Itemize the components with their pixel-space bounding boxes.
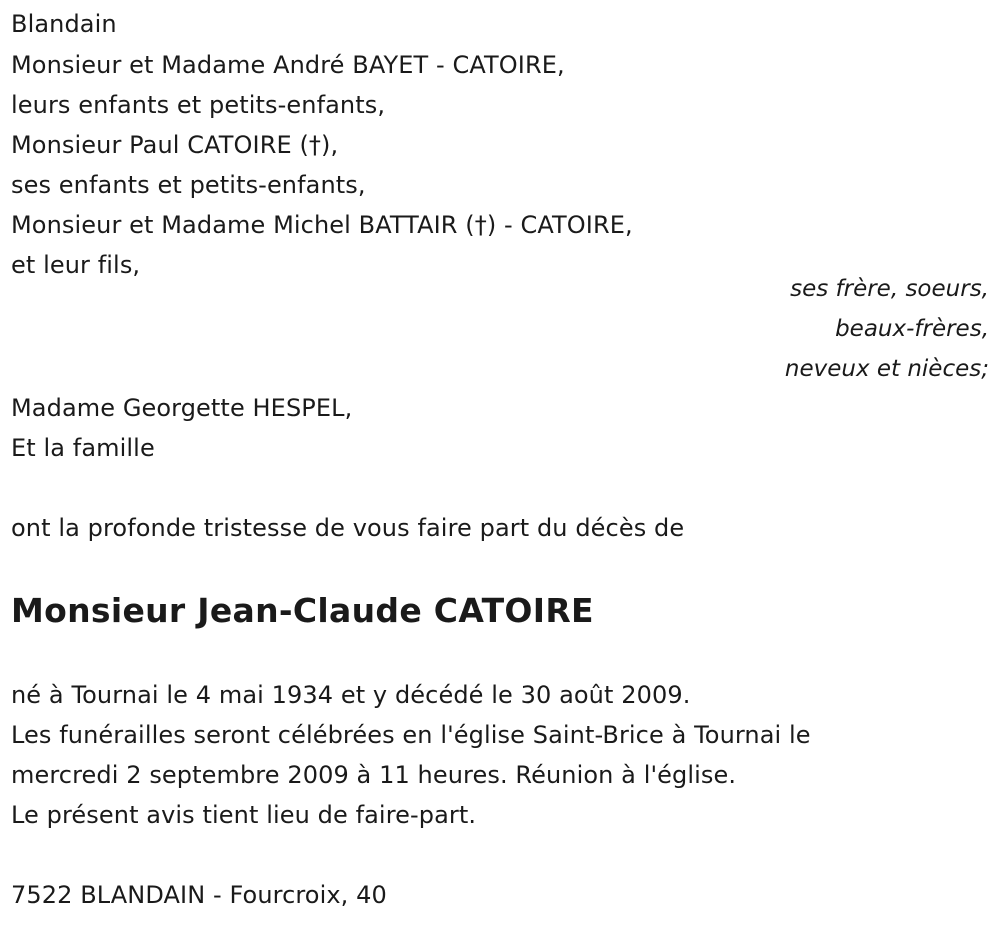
deceased-name: Monsieur Jean-Claude CATOIRE <box>11 591 594 630</box>
address-line: 7522 BLANDAIN - Fourcroix, 40 <box>11 881 387 909</box>
other-family-line-2: Et la famille <box>11 434 155 462</box>
family-line-6: et leur fils, <box>11 251 141 279</box>
details-line-2: Les funérailles seront célébrées en l'église Saint-Brice à Tournai le <box>11 721 811 749</box>
details-line-3: mercredi 2 septembre 2009 à 11 heures. Réunion à l'église. <box>11 761 737 789</box>
family-line-5: Monsieur et Madame Michel BATTAIR (†) - CATOIRE, <box>11 211 633 239</box>
place-name: Blandain <box>11 10 117 38</box>
details-line-4: Le présent avis tient lieu de faire-part. <box>11 801 477 829</box>
family-line-2: leurs enfants et petits-enfants, <box>11 91 386 119</box>
family-line-1: Monsieur et Madame André BAYET - CATOIRE, <box>11 51 565 79</box>
relation-line-3: neveux et nièces; <box>784 356 989 382</box>
relation-line-2: beaux-frères, <box>835 316 989 342</box>
details-line-1: né à Tournai le 4 mai 1934 et y décédé le 30 août 2009. <box>11 681 691 709</box>
other-family-line-1: Madame Georgette HESPEL, <box>11 394 353 422</box>
relation-line-1: ses frère, soeurs, <box>790 276 989 302</box>
announcement-text: ont la profonde tristesse de vous faire part du décès de <box>11 514 685 542</box>
family-line-4: ses enfants et petits-enfants, <box>11 171 366 199</box>
family-line-3: Monsieur Paul CATOIRE (†), <box>11 131 339 159</box>
